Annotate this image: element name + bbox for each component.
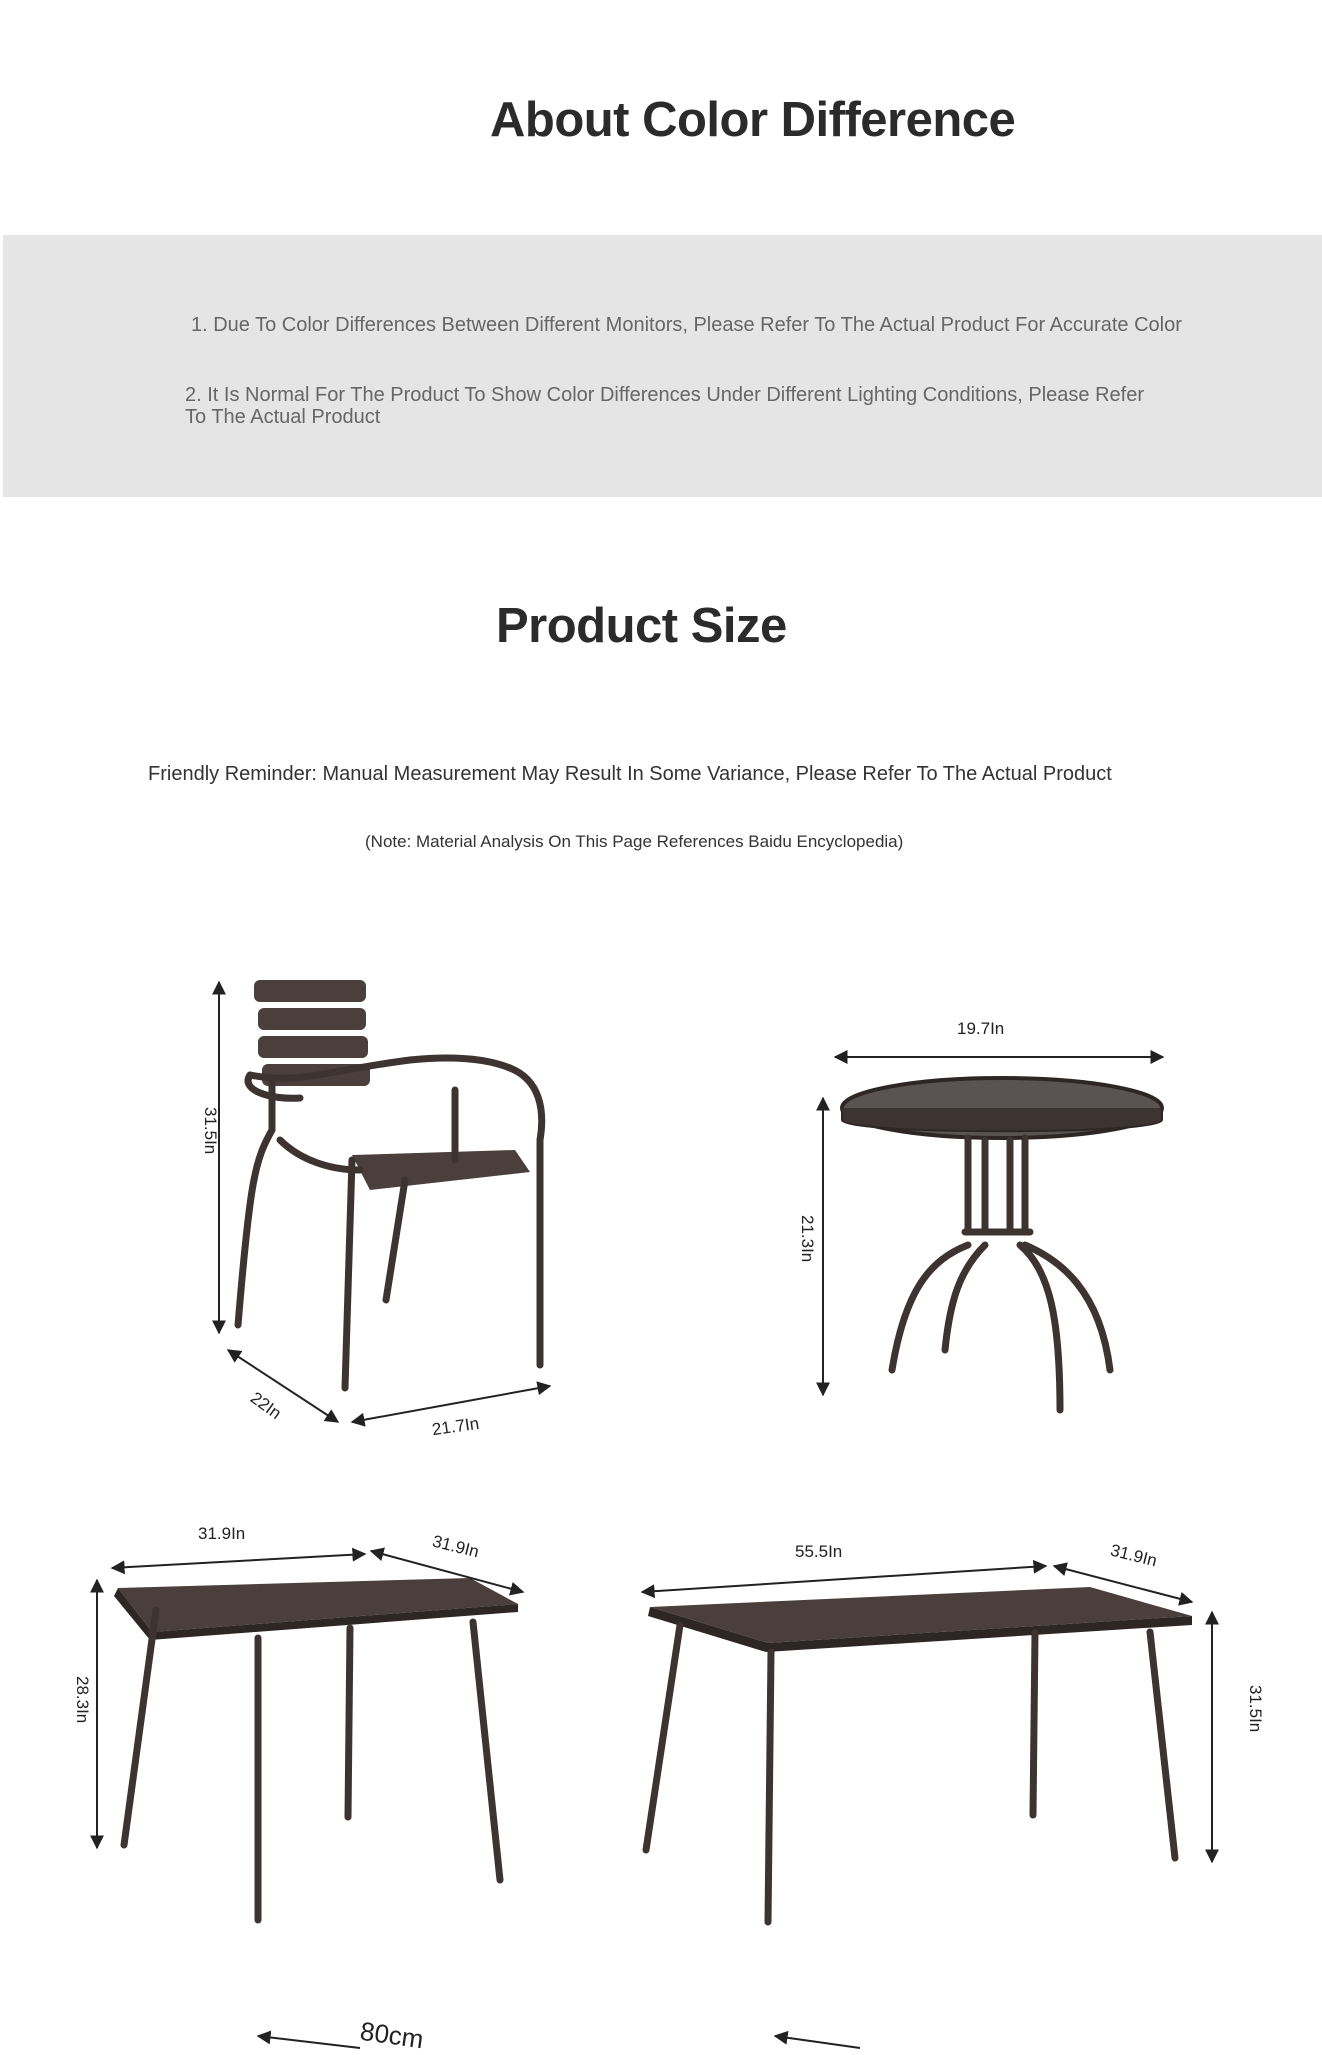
color-note-2: 2. It Is Normal For The Product To Show Color Differences Under Different Lighting Conditions, Please Refer To The Actual Product [185, 384, 1144, 428]
rect-table-height-label: 31.5In [1246, 1685, 1265, 1733]
square-table-drawing [114, 1578, 518, 1920]
chair-depth-label: 22In [246, 1388, 285, 1424]
square-table-height-label: 28.3In [73, 1676, 92, 1724]
product-size-title: Product Size [496, 599, 787, 653]
square-table-depth-label: 31.9In [430, 1531, 481, 1562]
round-table-drawing [842, 1078, 1162, 1410]
round-table-diameter-label: 19.7In [957, 1019, 1005, 1038]
rect-table-depth-label: 31.9In [1108, 1540, 1159, 1571]
color-difference-title: About Color Difference [490, 93, 1016, 147]
rect-table-drawing [646, 1587, 1192, 1922]
round-table-height-label: 21.3In [798, 1215, 817, 1263]
color-note-1: 1. Due To Color Differences Between Different Monitors, Please Refer To The Actual Product For Accurate Color [191, 314, 1182, 336]
chair-drawing [238, 980, 542, 1388]
partial-bottom-label: 80cm [358, 2015, 426, 2055]
chair-width-label: 21.7In [430, 1413, 481, 1440]
square-table-width-label: 31.9In [198, 1524, 246, 1543]
friendly-reminder: Friendly Reminder: Manual Measurement May Result In Some Variance, Please Refer To The Actual Product [148, 763, 1112, 785]
rect-table-width-label: 55.5In [795, 1542, 843, 1561]
chair-height-label: 31.5In [201, 1107, 220, 1155]
material-note: (Note: Material Analysis On This Page References Baidu Encyclopedia) [365, 832, 904, 851]
